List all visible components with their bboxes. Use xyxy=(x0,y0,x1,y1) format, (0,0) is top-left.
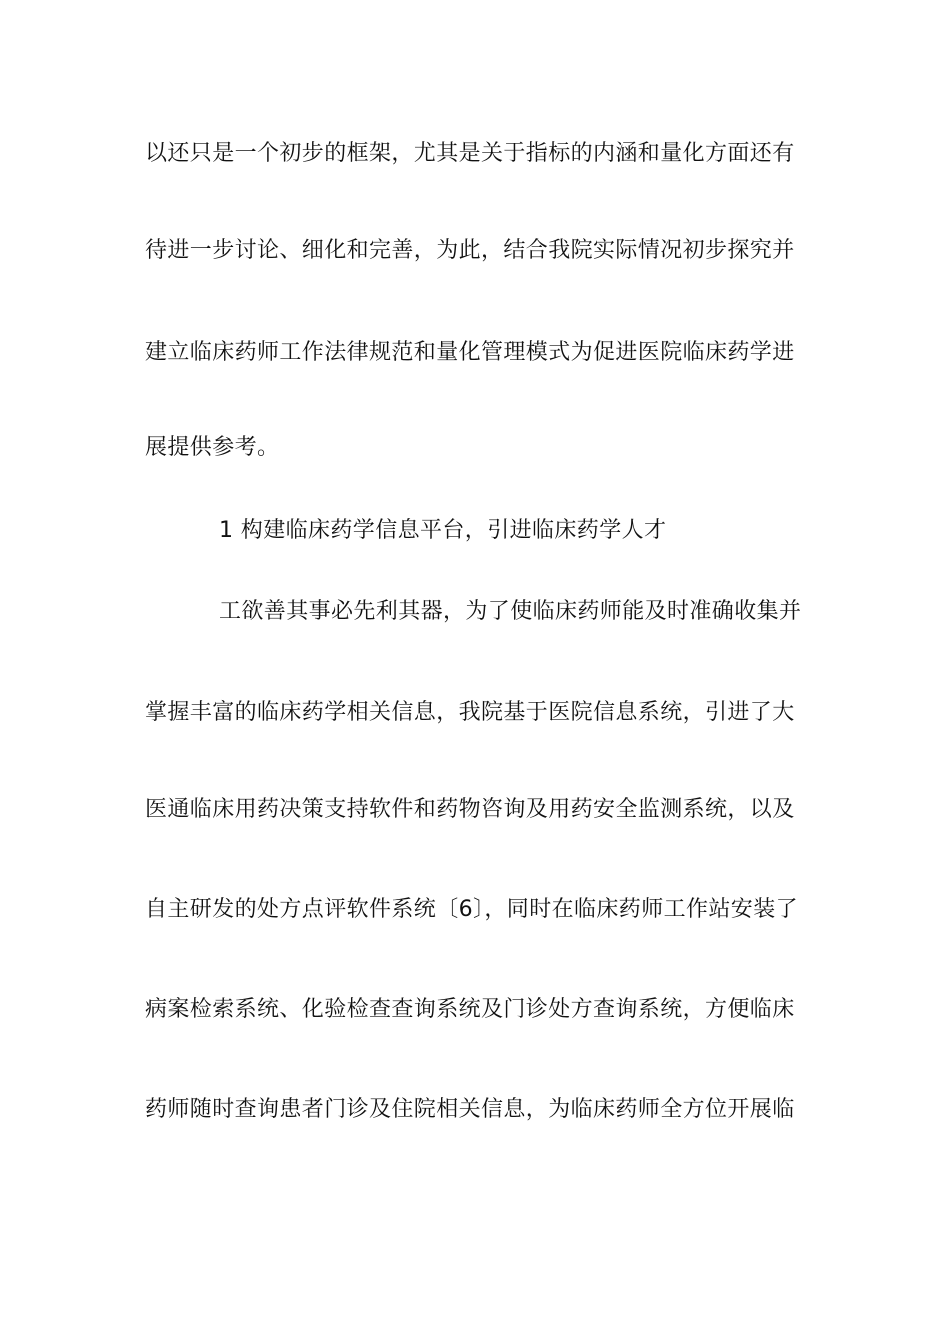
paragraph-line: 建立临床药师工作法律规范和量化管理模式为促进医院临床药学进 xyxy=(145,340,795,365)
paragraph-line: 自主研发的处方点评软件系统〔6〕，同时在临床药师工作站安装了 xyxy=(145,897,798,922)
paragraph-line: 医通临床用药决策支持软件和药物咨询及用药安全监测系统，以及 xyxy=(145,797,795,822)
section-heading: 1 构建临床药学信息平台，引进临床药学人才 xyxy=(219,518,667,543)
paragraph-line: 掌握丰富的临床药学相关信息，我院基于医院信息系统，引进了大 xyxy=(145,700,795,725)
paragraph-line: 工欲善其事必先利其器，为了使临床药师能及时准确收集并 xyxy=(219,599,802,624)
paragraph-line: 以还只是一个初步的框架，尤其是关于指标的内涵和量化方面还有 xyxy=(145,141,795,166)
paragraph-line: 病案检索系统、化验检查查询系统及门诊处方查询系统，方便临床 xyxy=(145,997,795,1022)
paragraph-line: 展提供参考。 xyxy=(145,435,280,460)
paragraph-line: 药师随时查询患者门诊及住院相关信息，为临床药师全方位开展临 xyxy=(145,1097,795,1122)
paragraph-line: 待进一步讨论、细化和完善，为此，结合我院实际情况初步探究并 xyxy=(145,238,795,263)
